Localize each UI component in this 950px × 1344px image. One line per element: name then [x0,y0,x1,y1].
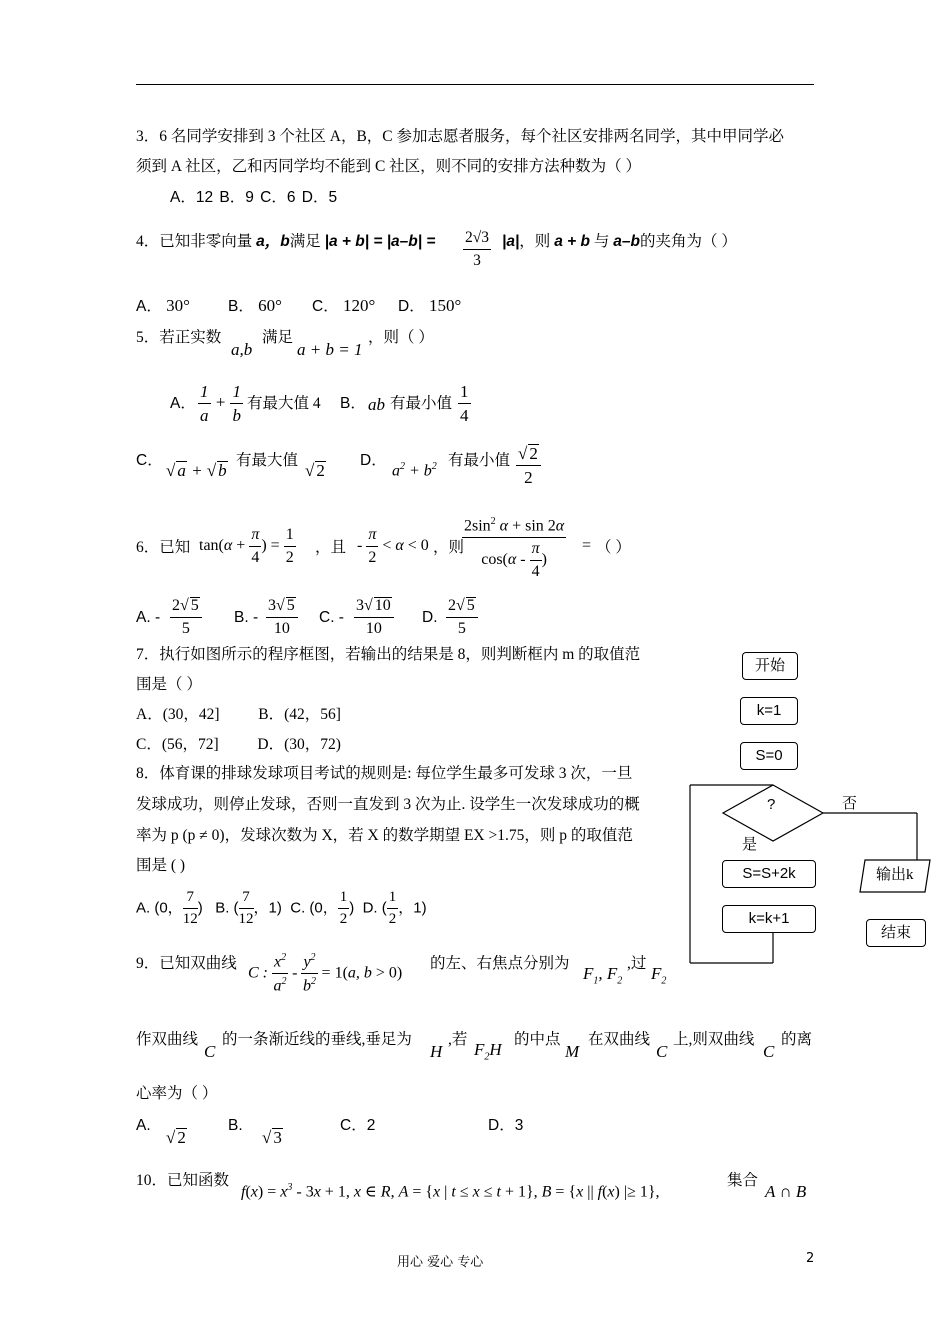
q5-prefix: 5．若正实数 [136,329,222,346]
q4-opt-d: D． 150° [398,296,462,315]
q6-c-label: C. - [319,609,344,626]
q5-c-label: C． [136,452,163,469]
q6-c-val: $\frac{3√ 10}{10}$ [354,597,394,637]
q6-d-label: D. [422,609,438,626]
q9-c1: C [204,1042,216,1061]
flowchart-no-label: 否 [842,796,858,812]
q5-vars: a,b [231,340,253,359]
q7-opt-cd: C．(56，72] D．(30，72) [136,736,341,753]
q9-opt-b: B. [228,1117,243,1134]
q9-h: H [430,1042,443,1061]
q5-c-val: √ 2 [305,461,325,480]
q6-eq: = [582,537,592,554]
q4-opt-a: A． 30° [136,296,190,315]
q7-opt-ab: A．(30，42] B．(42，56] [136,706,341,723]
q5-end: ，则（ ） [368,329,434,346]
q4-frac-num: 2√3 [463,230,491,250]
q10-prefix: 10．已知函数 [136,1172,230,1189]
q9-line2-c: ,若 [448,1031,468,1048]
q5-a-text: 有最大值 4 [247,395,321,412]
q9-f2: $F_2$ [651,964,667,987]
q8-line4: 围是 ( ) [136,857,186,874]
q3-line1: 3．6 名同学安排到 3 个社区 A，B，C 参加志愿者服务，每个社区安排两名同学，其中甲同学必 [136,128,784,145]
q7-line1: 7．执行如图所示的程序框图，若输出的结果是 8，则判断框内 m 的取值范 [136,646,641,663]
q4-stem-tail: |a|，则 a + b 与 a–b的夹角为（ ） [502,233,737,250]
flowchart-decision-diamond [723,785,823,841]
q3-options: A．12 B．9 C．6 D．5 [170,189,338,206]
q9-c3: C [763,1042,775,1061]
page-number: 2 [806,1251,815,1266]
q8-line1: 8．体育课的排球发球项目考试的规则是: 每位学生最多可发球 3 次，一旦 [136,765,633,782]
header-rule [136,84,814,85]
q5-c-text: 有最大值 [236,452,299,469]
q9-f2h: $F_2H$ [474,1040,502,1063]
q9-line2-d: 的中点 [514,1031,561,1048]
q9-c2: C [656,1042,668,1061]
q5-b-label: B． [340,395,366,412]
q5-cond: 满足 [262,329,294,346]
q4-fraction [463,230,491,268]
q9-line2-a: 作双曲线 [136,1031,199,1048]
q4-equation: |a + b| = |a–b| = [324,233,436,250]
flowchart-output: 输出k [876,867,914,883]
q5-d-text: 有最小值 [448,452,511,469]
q5-b-text: 有最小值 [390,395,453,412]
q8-options: A. (0， $\frac{7}{12}$ ) B. ( $\frac{7}{12}$ ，1) C. (0， $\frac{1}{2}$ ) D. ( $\frac{1}{2}$ ，1) [136,889,427,927]
q6-end: （ ） [596,539,631,556]
q6-a-label: A. - [136,609,161,626]
q4-cond: 满足 [289,233,321,250]
q6-tan-expr: tan(α + $\frac{\pi}{4}$ ) = $\frac{1}{2}$ [199,526,294,566]
q4-with: 与 [593,233,610,250]
q5-b-frac: $\frac{1}{4}$ [460,382,469,425]
q3-line2: 须到 A 社区，乙和丙同学均不能到 C 社区，则不同的安排方法种数为（ ） [136,158,642,175]
q5-a-expr: $\frac{1}{a}$ + $\frac{1}{b}$ [200,382,241,425]
flowchart-cond: ? [767,796,776,813]
q9-opt-b-val: √ 3 [262,1128,282,1147]
q8-line2: 发球成功，则停止发球，否则一直发到 3 次为止. 设学生一次发球成功的概 [136,796,640,813]
q9-prefix: 9．已知双曲线 [136,955,237,972]
q4-end: 的夹角为（ ） [639,233,737,250]
q9-after: 的左、右焦点分别为 [430,955,570,972]
q8-line3: 率为 p (p ≠ 0)，发球次数为 X，若 X 的数学期望 EX >1.75，则 p 的取值范 [136,827,633,844]
q9-guo: ,过 [627,955,647,972]
q5-eq: a + b = 1 [297,340,363,359]
q6-b-label: B. - [234,609,259,626]
q4-stem [136,234,435,250]
flowchart-s-init: S=0 [740,742,798,770]
q10-set-label: 集合 [727,1172,759,1189]
q9-m: M [565,1042,580,1061]
q9-opt-c: C．2 [340,1117,376,1134]
q5-c-expr: √ a + √ b [166,461,227,480]
q9-foci: $F_1$, $F_2$ [583,964,623,987]
footer-motto: 用心 爱心 专心 [397,1255,484,1270]
q6-range: - $\frac{\pi}{2}$ < α < 0 [357,526,429,566]
q4-opt-c: C． 120° [312,296,376,315]
q9-opt-a-val: √ 2 [166,1128,186,1147]
flowchart-start: 开始 [742,652,798,680]
q5-d-expr: $a^2 + b^2$ [392,461,437,480]
q6-a-val: $\frac{2√ 5}{5}$ [170,597,202,637]
q9-line2-e: 在双曲线 [588,1031,651,1048]
q5-a-label: A． [170,395,196,412]
q6-mid: ，且 [315,539,347,556]
q6-prefix: 6．已知 [136,539,191,556]
q6-b-val: $\frac{3√ 5}{10}$ [266,597,298,637]
q4-prefix: 4．已知非零向量 [136,233,253,250]
q9-line2-g: 的离 [781,1031,813,1048]
q4-frac-den: 3 [473,251,481,269]
q9-opt-a: A. [136,1117,151,1134]
q5-d-val: $\frac{√ 2}{2}$ [516,444,541,486]
q9-line2-b: 的一条渐近线的垂线,垂足为 [222,1031,412,1048]
q4-tail: ，则 [519,233,551,250]
flowchart-k-update: k=k+1 [722,905,816,933]
q6-then: ，则 [433,539,465,556]
q6-d-val: $\frac{2√ 5}{5}$ [446,597,478,637]
flowchart-s-update: S=S+2k [722,860,816,888]
q9-opt-d: D．3 [488,1117,524,1134]
q4-vectors: a，b [256,233,290,250]
q9-hyperbola-eq: C : $\frac{x^2}{a^2}$ - $\frac{y^2}{b^2}$ = 1(a, b > 0) [248,952,403,995]
q6-main-frac: $2\sin^2$ α + sin 2α cos(α - $\frac{\pi}{4}$ ) [464,516,565,581]
flowchart-k-init: k=1 [740,697,798,725]
flowchart-yes-label: 是 [742,837,758,853]
q9-line3: 心率为（ ） [136,1085,218,1102]
q7-line2: 围是（ ） [136,676,202,693]
q5-b-expr: ab [368,395,385,414]
q5-d-label: D． [360,452,387,469]
q10-function: $f(x) = x^3 - 3x + 1$, x ∈ R, A = {x | t ≤ x ≤ t + 1}, B = {x || f(x) |≥ 1}, [241,1182,660,1201]
flowchart-end: 结束 [866,919,926,947]
q4-opt-b: B． 60° [228,296,282,315]
q10-intersection: A ∩ B [765,1182,807,1201]
q9-line2-f: 上,则双曲线 [673,1031,755,1048]
